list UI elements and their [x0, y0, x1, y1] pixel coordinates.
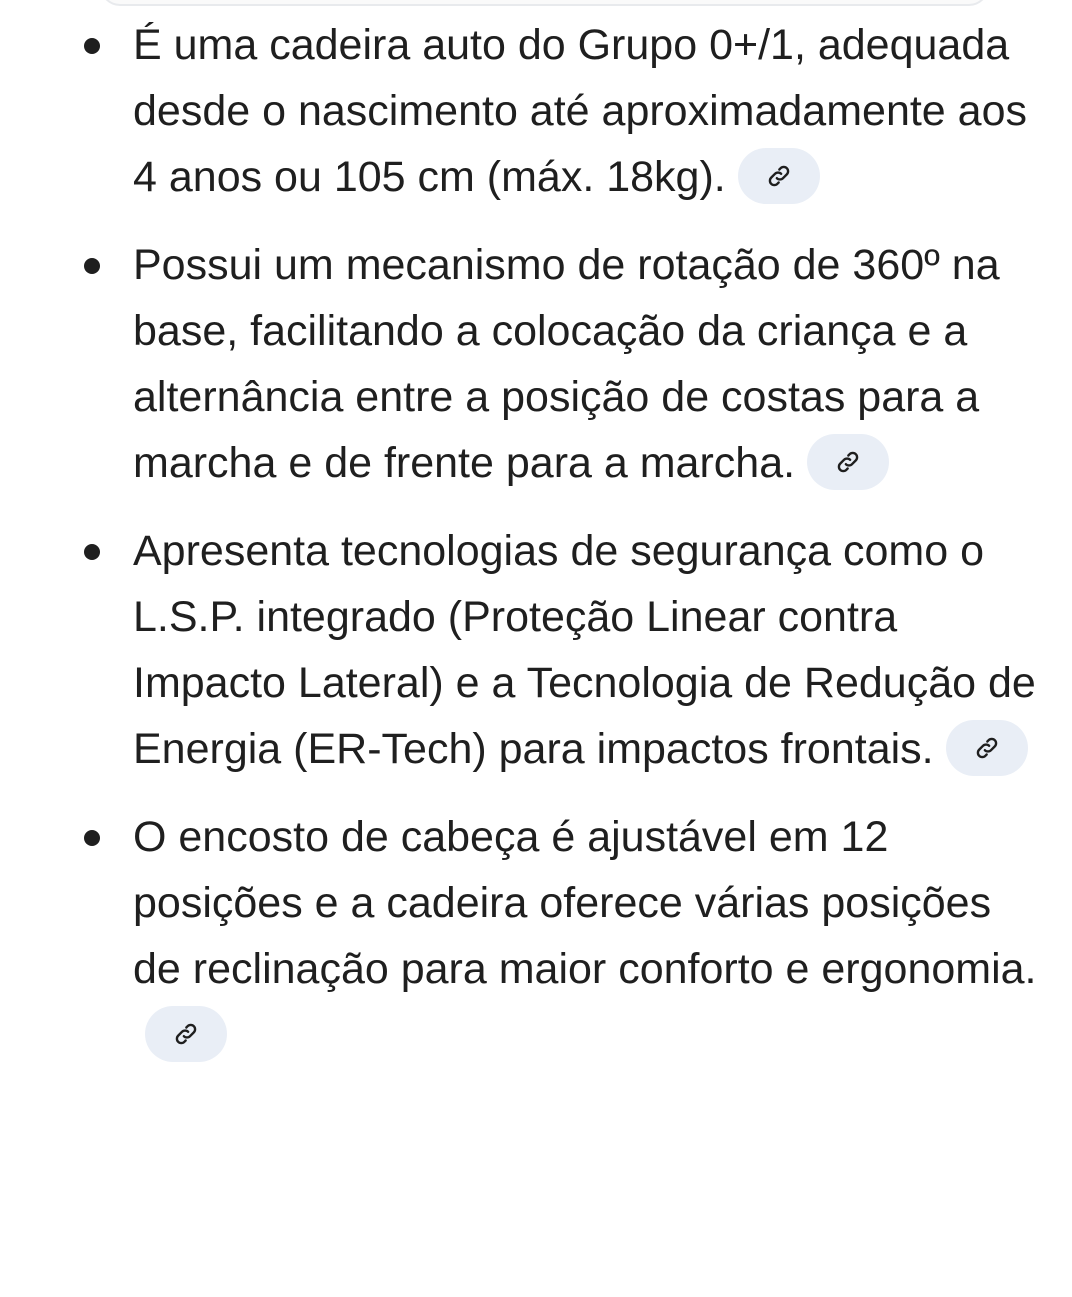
source-link-chip[interactable] — [807, 434, 889, 490]
link-icon — [974, 735, 1000, 761]
list-item — [0, 232, 1072, 496]
bullet-dot — [84, 544, 100, 560]
link-icon — [766, 163, 792, 189]
list-item-text: O encosto de cabeça é ajustável em 12 posições e a cadeira oferece várias posições de reclinação para maior conforto e ergonomia. — [133, 813, 1037, 993]
source-link-chip[interactable] — [946, 720, 1028, 776]
bullet-list — [0, 12, 1072, 1090]
list-item — [0, 12, 1072, 210]
bullet-dot — [84, 830, 100, 846]
link-icon — [835, 449, 861, 475]
list-item-text: Apresenta tecnologias de segurança como o L.S.P. integrado (Proteção Linear contra Impacto Lateral) e a Tecnologia de Redução de Energia (ER-Tech) para impactos frontais. — [133, 527, 1036, 773]
list-item-text: Possui um mecanismo de rotação de 360º na base, facilitando a colocação da criança e a alternância entre a posição de costas para a marcha e de frente para a marcha. — [133, 241, 1000, 487]
source-link-chip[interactable] — [145, 1006, 227, 1062]
list-item — [0, 518, 1072, 782]
source-link-chip[interactable] — [738, 148, 820, 204]
list-item-text: É uma cadeira auto do Grupo 0+/1, adequada desde o nascimento até aproximadamente aos 4 anos ou 105 cm (máx. 18kg). — [133, 21, 1027, 201]
bullet-dot — [84, 38, 100, 54]
previous-card-edge — [100, 0, 989, 6]
bullet-dot — [84, 258, 100, 274]
link-icon — [173, 1021, 199, 1047]
list-item — [0, 804, 1072, 1068]
